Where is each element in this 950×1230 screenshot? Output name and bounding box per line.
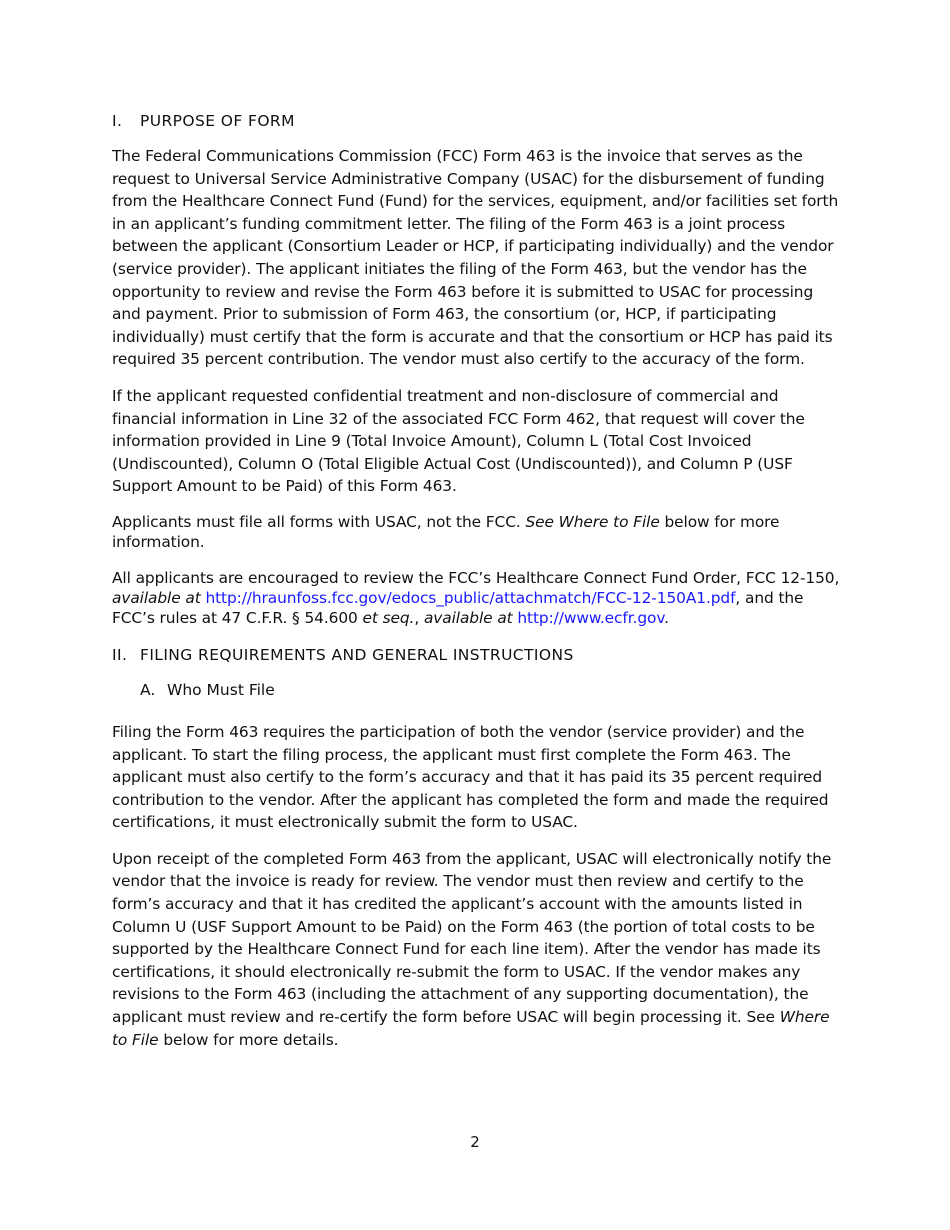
section-title: FILING REQUIREMENTS AND GENERAL INSTRUCTIONS	[140, 645, 574, 664]
section-number: I.	[112, 112, 123, 130]
purpose-paragraph-4	[112, 568, 842, 628]
purpose-paragraph-2: If the applicant requested confidential treatment and non-disclosure of commercial and financial information in Line 32 of the associated FCC Form 462, that request will cover the information provided in Line 9 (Total Invoice Amount), Column L (Total Cost Invoiced (Undiscounted), Column O (Total Eligible Actual Cost (Undiscounted)), and Column P (USF Support Amount to be Paid) of this Form 463.	[112, 386, 805, 496]
text-run-italic: et seq.	[362, 608, 415, 627]
section-heading-filing	[112, 644, 842, 666]
text-run: below for more information.	[112, 512, 780, 551]
fcc-order-link[interactable]: http://hraunfoss.fcc.gov/edocs_public/attachmatch/FCC-12-150A1.pdf	[205, 588, 736, 607]
text-run: .	[664, 608, 669, 627]
section-title: PURPOSE OF FORM	[140, 112, 295, 130]
text-run: below for more details.	[158, 1030, 339, 1049]
ecfr-link[interactable]: http://www.ecfr.gov	[517, 608, 665, 627]
text-run: ,	[414, 608, 424, 627]
filing-paragraph-1: Filing the Form 463 requires the participation of both the vendor (service provider) and the applicant. To start the filing process, the applicant must first complete the Form 463. The applicant must also certify to the form’s accuracy and that it has paid its 35 percent required contribution to the vendor. After the applicant has completed the form and made the required certifications, it must electronically submit the form to USAC.	[112, 722, 829, 832]
purpose-paragraph-1: The Federal Communications Commission (FCC) Form 463 is the invoice that serves as the request to Universal Service Administrative Company (USAC) for the disbursement of funding from the Healthcare Connect Fund (Fund) for the services, equipment, and/or facilities set forth in an applicant’s funding commitment letter. The filing of the Form 463 is a joint process between the applicant (Consortium Leader or HCP, if participating individually) and the vendor (service provider). The applicant initiates the filing of the Form 463, but the vendor has the opportunity to review and revise the Form 463 before it is submitted to USAC for processing and payment. Prior to submission of Form 463, the consortium (or, HCP, if participating individually) must certify that the form is accurate and that the consortium or HCP has paid its required 35 percent contribution. The vendor must also certify to the accuracy of the form.	[112, 147, 839, 369]
text-run-italic: available at	[423, 608, 513, 627]
subsection-title: Who Must File	[167, 680, 275, 699]
document-page	[112, 110, 842, 1065]
section-heading-purpose	[112, 110, 842, 132]
text-run: , and the FCC’s rules at 47 C.F.R. § 54.600	[112, 588, 804, 627]
where-to-file-reference: Where to File	[112, 1008, 830, 1049]
page-number: 2	[470, 1133, 480, 1151]
purpose-paragraph-3	[112, 512, 842, 552]
text-run: Upon receipt of the completed Form 463 from the applicant, USAC will electronically notify the vendor that the invoice is ready for review. The vendor must then review and certify to the form’s accuracy and that it has credited the applicant’s account with the amounts listed in Column U (USF Support Amount to be Paid) on the Form 463 (the portion of total costs to be supported by the Healthcare Connect Fund for each line item). After the vendor has made its certifications, it should electronically re-submit the form to USAC. If the vendor makes any revisions to the Form 463 (including the attachment of any supporting documentation), the applicant must review and re-certify the form before USAC will begin processing it. See	[112, 849, 832, 1027]
filing-paragraph-2	[112, 848, 842, 1051]
subsection-heading-who-must-file	[140, 679, 842, 701]
subsection-number: A.	[140, 680, 156, 699]
text-run: All applicants are encouraged to review the FCC’s Healthcare Connect Fund Order, FCC 12-150,	[112, 568, 840, 587]
text-run-italic: available at	[112, 588, 201, 607]
section-number: II.	[112, 645, 128, 664]
text-run: Applicants must file all forms with USAC, not the FCC.	[112, 512, 526, 531]
where-to-file-reference: See Where to File	[525, 512, 660, 531]
